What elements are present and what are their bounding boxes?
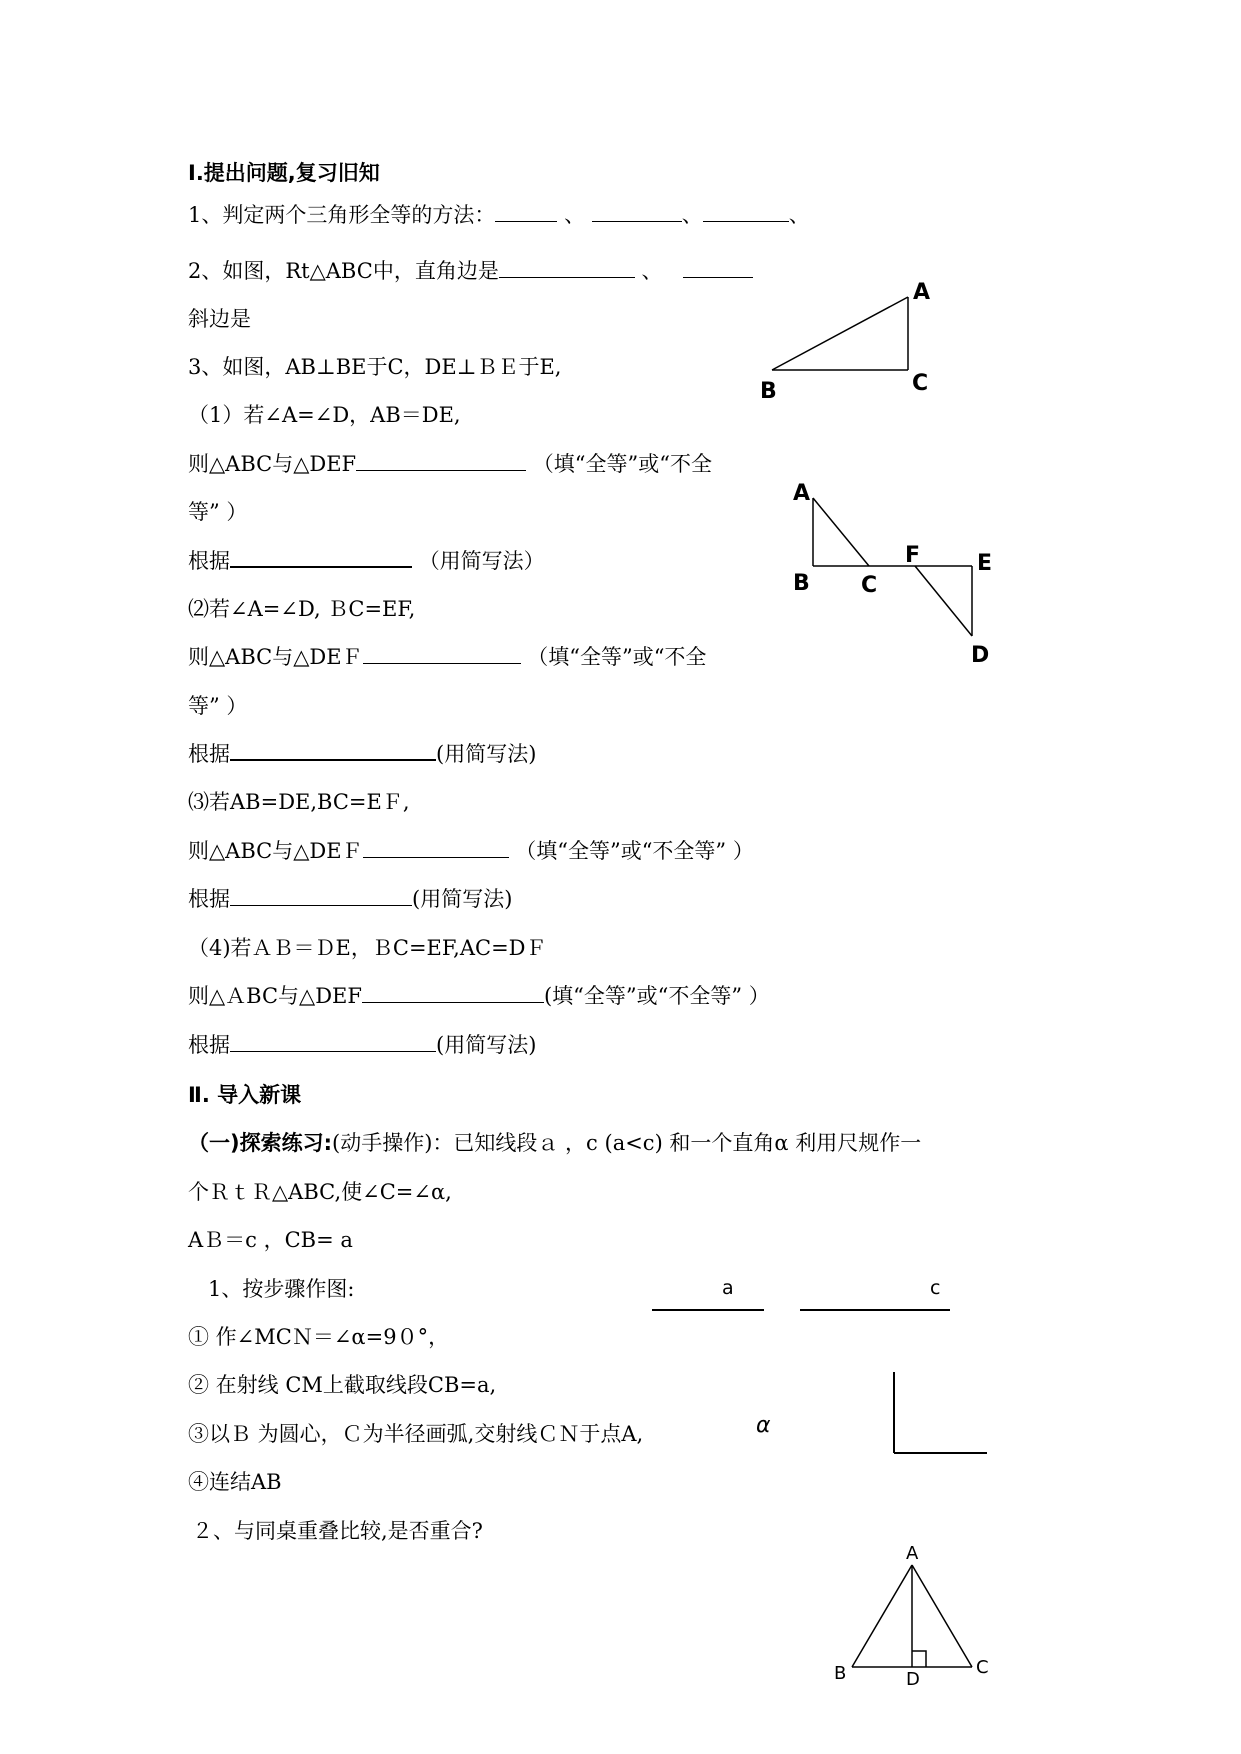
q3-4-rel: 则△ＡBC与△DEF (188, 984, 362, 1008)
q3-3-basis: 根据 (188, 887, 230, 911)
q3-1-fill: （填“全等”或“不全 (532, 452, 712, 476)
q3-2-rel-line (188, 642, 706, 672)
q2-sep: 、 (641, 259, 663, 283)
explore-title: （一)探索练习: (188, 1131, 332, 1155)
q3-4-fill: (填“全等”或“不全等” ） (543, 984, 770, 1008)
label-c: C (912, 371, 929, 396)
q3-1-rel: 则△ABC与△DEF (188, 452, 357, 476)
q2-line (188, 256, 753, 286)
q3-3-cond: ⑶若AB=DE,BC=EＦ, (188, 790, 410, 814)
q1-blank-3[interactable] (703, 201, 789, 222)
q3-2-basis: 根据 (188, 742, 230, 766)
q3-2-cond: ⑵若∠A=∠D, ＢC=EF, (188, 597, 416, 621)
q3-4-rel-line (188, 981, 770, 1011)
triangle-altitude-figure (820, 1535, 1010, 1685)
step-3: ③以Ｂ 为圆心，Ｃ为半径画弧,交射线ＣＮ于点A, (188, 1422, 644, 1446)
q3-4-cond: （4)若ＡＢ＝ＤE，ＢC=EF,AC=DＦ (188, 936, 547, 960)
q1-blank-2[interactable] (592, 201, 682, 222)
q3-1-basis-blank[interactable] (230, 546, 412, 568)
segment-c-label: c (930, 1277, 941, 1299)
q3-1-cond: （1）若∠A=∠D，AB＝DE, (188, 403, 461, 427)
q3-2-basis-line (188, 739, 536, 769)
q3-3-basis-note: (用简写法) (412, 887, 513, 911)
q3-2-basis-blank[interactable] (230, 739, 436, 761)
q3-3-basis-line (188, 884, 512, 914)
label-a: A (793, 481, 811, 506)
label-b: B (834, 1663, 847, 1684)
section1-heading: Ⅰ.提出问题,复习旧知 (188, 161, 380, 185)
label-e: E (977, 551, 993, 576)
q3-3-rel-line (188, 836, 754, 866)
q3-1-fill2: 等” ） (188, 500, 248, 524)
q2-text: 2、如图，Rt△ABC中，直角边是 (188, 259, 499, 283)
q1-line (188, 200, 810, 230)
label-c: C (861, 573, 878, 598)
q3-4-blank[interactable] (362, 982, 544, 1003)
q1-blank-1[interactable] (495, 201, 557, 222)
q3-3-rel: 则△ABC与△DEＦ (188, 839, 363, 863)
q3-1-rel-line (188, 449, 712, 479)
explore-text: (动手操作)：已知线段ａ ，c (a<c) 和一个直角α 利用尺规作一 (332, 1131, 922, 1155)
label-a: A (906, 1543, 919, 1564)
q3-2-basis-note: (用简写法) (436, 742, 537, 766)
q3-intro: 3、如图，AB⊥BE于C，DE⊥ＢＥ于E, (188, 355, 562, 379)
label-f: F (905, 543, 921, 568)
q1-sep3: 、 (788, 203, 810, 227)
angle-alpha-figure (750, 1370, 1000, 1470)
q3-2-blank[interactable] (363, 643, 521, 664)
q3-4-basis: 根据 (188, 1033, 230, 1057)
label-d: D (906, 1669, 920, 1685)
explore-line (188, 1128, 921, 1158)
triangle-abc-figure (760, 275, 940, 405)
section2-heading: Ⅱ. 导入新课 (188, 1083, 302, 1107)
q1-text: 1、判定两个三角形全等的方法： (188, 203, 496, 227)
q3-2-rel: 则△ABC与△DEＦ (188, 645, 363, 669)
q3-4-basis-note: (用简写法) (436, 1033, 537, 1057)
label-b: B (760, 379, 777, 404)
q3-3-blank[interactable] (363, 837, 509, 858)
label-a: A (913, 280, 931, 305)
alpha-label: α (756, 1413, 771, 1438)
q3-1-blank[interactable] (356, 450, 526, 471)
steps-title: 1、按步骤作图: (208, 1277, 355, 1301)
explore-line2: 个ＲｔＲ△ABC,使∠C=∠α, (188, 1180, 452, 1204)
q3-4-basis-line (188, 1030, 536, 1060)
q3-3-basis-blank[interactable] (230, 885, 412, 906)
q3-2-fill: （填“全等”或“不全 (527, 645, 707, 669)
q3-2-fill2: 等” ） (188, 694, 248, 718)
segments-figure (650, 1270, 970, 1315)
step-2: ② 在射线 CM上截取线段CB=a, (188, 1373, 497, 1397)
label-b: B (793, 571, 810, 596)
q3-3-fill: （填“全等”或“不全等” ） (515, 839, 754, 863)
q2-hyp: 斜边是 (188, 307, 251, 331)
q2-blank-2[interactable] (683, 257, 753, 278)
label-d: D (971, 643, 990, 668)
explore-line3: AＢ＝c ，CB= a (188, 1228, 353, 1252)
q3-1-basis: 根据 (188, 549, 230, 573)
q3-4-basis-blank[interactable] (230, 1031, 436, 1052)
two-triangles-figure (785, 478, 1005, 678)
label-c: C (976, 1657, 989, 1678)
compare-question: ２、与同桌重叠比较,是否重合? (192, 1519, 483, 1543)
q1-sep2: 、 (681, 203, 703, 227)
segment-a-label: a (722, 1277, 734, 1299)
q2-blank-1[interactable] (499, 257, 635, 278)
q3-1-basis-line (188, 546, 545, 576)
step-4: ④连结AB (188, 1470, 282, 1494)
q3-1-basis-note: （用简写法） (418, 549, 545, 573)
q1-sep1: 、 (564, 203, 586, 227)
step-1: ① 作∠MCＮ＝∠α=9０°， (188, 1325, 450, 1349)
